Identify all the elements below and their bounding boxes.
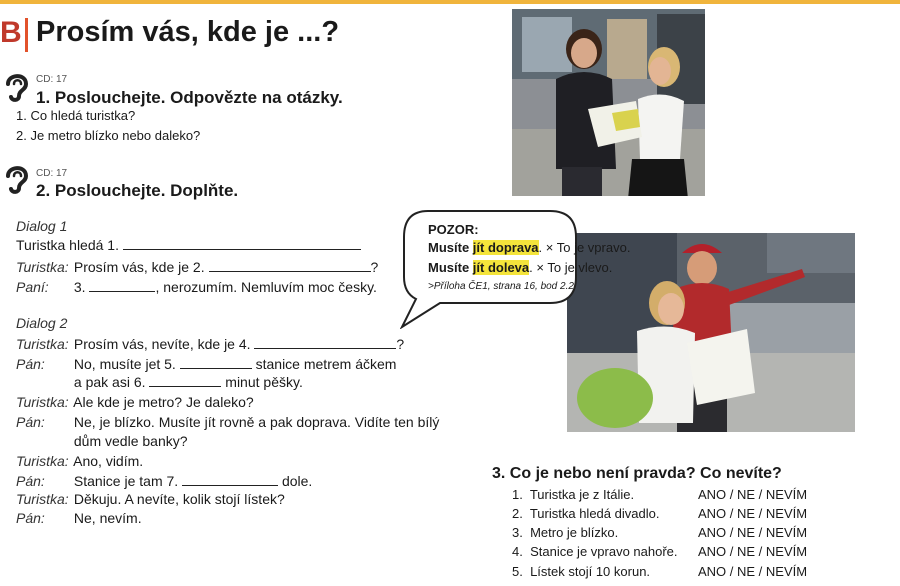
ear-listen-icon: [4, 162, 30, 194]
speaker-label: Turistka:: [16, 259, 69, 275]
exercise1-title: 1. Poslouchejte. Odpovězte na otázky.: [36, 88, 343, 107]
dialog2-line-4: [16, 394, 254, 410]
fill-blank-6[interactable]: [149, 374, 221, 387]
speaker-label: Pán:: [16, 356, 45, 372]
dialog2-line-1: [16, 336, 404, 352]
exercise1-question-2: 2. Je metro blízko nebo daleko?: [16, 128, 201, 143]
exercise1-question-1: 1. Co hledá turistka?: [16, 108, 136, 123]
exercise3-title: 3. Co je nebo není pravda? Co nevíte?: [492, 465, 782, 482]
line-end: stanice metrem áčkem: [255, 356, 397, 372]
item-number: 1.: [512, 487, 523, 502]
pozor-line-1: [428, 240, 630, 255]
item-number: 5.: [512, 564, 523, 579]
dialog1-line-3: [16, 279, 377, 295]
cd-track-label: CD: 17: [36, 168, 68, 179]
line-text: 3.: [73, 279, 86, 295]
dialog2-line-2: [16, 356, 396, 372]
pozor-text: . × To je vlevo.: [529, 260, 613, 275]
dialog1-line-1: [16, 237, 361, 253]
line-end: ?: [396, 336, 405, 352]
pozor-reference: >Příloha ČE1, strana 16, bod 2.2: [428, 281, 574, 292]
line-text: Ne, nevím.: [73, 510, 142, 526]
exercise3-item: [512, 564, 650, 579]
speaker-label: Turistka:: [16, 336, 69, 352]
item-text: Turistka je z Itálie.: [529, 487, 635, 502]
line-end: ?: [370, 259, 379, 275]
exercise3-item: [512, 525, 618, 540]
speaker-label: Pán:: [16, 510, 45, 526]
line-text: dům vedle banky?: [73, 433, 188, 449]
dialog2-line-9: [16, 491, 285, 507]
photo-tourist-asks-woman: [512, 9, 705, 196]
exercise3-item: [512, 487, 634, 502]
item-text: Stanice je vpravo nahoře.: [530, 544, 678, 559]
answer-choice[interactable]: ANO / NE / NEVÍM: [698, 487, 808, 502]
speaker-label: Pán:: [16, 414, 45, 430]
pozor-text: . × To je vpravo.: [538, 240, 631, 255]
speaker-label: Paní:: [16, 279, 49, 295]
pozor-highlight: jít doleva: [472, 260, 530, 275]
pozor-line-2: [428, 260, 612, 275]
line-text: Turistka hledá 1.: [16, 237, 119, 253]
speaker-label: Turistka:: [16, 394, 69, 410]
dialog2-line-3: [16, 374, 303, 390]
dialog2-line-8: [16, 473, 312, 489]
section-letter: B: [0, 16, 22, 49]
line-text: Ale kde je metro? Je daleko?: [73, 394, 254, 410]
top-accent-line: [0, 0, 900, 4]
exercise3-item: [512, 506, 659, 521]
pozor-text: Musíte: [428, 260, 473, 275]
ear-listen-icon: [4, 70, 30, 102]
pozor-highlight: jít doprava: [472, 240, 539, 255]
item-text: Metro je blízko.: [530, 525, 619, 540]
fill-blank-7[interactable]: [182, 473, 278, 486]
line-end: , nerozumím. Nemluvím moc česky.: [155, 279, 377, 295]
item-text: Lístek stojí 10 korun.: [530, 564, 651, 579]
dialog2-line-10: [16, 510, 142, 526]
answer-choice[interactable]: ANO / NE / NEVÍM: [698, 564, 808, 579]
line-text: Ano, vidím.: [73, 453, 144, 469]
dialog2-line-7: [16, 453, 143, 469]
pozor-text: Musíte: [428, 240, 473, 255]
line-text: No, musíte jet 5.: [73, 356, 176, 372]
dialog2-line-6: [16, 433, 188, 449]
line-end: minut pěšky.: [225, 374, 303, 390]
line-text: Prosím vás, nevíte, kde je 4.: [73, 336, 251, 352]
fill-blank-3[interactable]: [89, 279, 155, 292]
item-text: Turistka hledá divadlo.: [529, 506, 660, 521]
item-number: 3.: [512, 525, 523, 540]
line-text: Prosím vás, kde je 2.: [73, 259, 205, 275]
exercise3-item: [512, 544, 678, 559]
speaker-label: Turistka:: [16, 491, 69, 507]
dialog2-line-5: [16, 414, 439, 430]
pozor-title: POZOR:: [428, 222, 479, 237]
speaker-label: Pán:: [16, 473, 45, 489]
answer-choice[interactable]: ANO / NE / NEVÍM: [698, 544, 808, 559]
section-title: Prosím vás, kde je ...?: [36, 16, 340, 48]
dialog1-title: Dialog 1: [16, 218, 68, 234]
exercise2-title: 2. Poslouchejte. Doplňte.: [36, 181, 239, 200]
line-text: Ne, je blízko. Musíte jít rovně a pak doprava. Vidíte ten bílý: [73, 414, 440, 430]
line-text: Stanice je tam 7.: [73, 473, 179, 489]
fill-blank-5[interactable]: [180, 356, 252, 369]
section-divider: [25, 18, 28, 52]
dialog1-line-2: [16, 259, 378, 275]
item-number: 4.: [512, 544, 523, 559]
fill-blank-4[interactable]: [254, 336, 396, 349]
speaker-label: Turistka:: [16, 453, 69, 469]
dialog2-title: Dialog 2: [16, 315, 68, 331]
fill-blank-1[interactable]: [123, 237, 361, 250]
answer-choice[interactable]: ANO / NE / NEVÍM: [698, 525, 808, 540]
line-end: dole.: [281, 473, 313, 489]
line-text: Děkuju. A nevíte, kolik stojí lístek?: [73, 491, 285, 507]
item-number: 2.: [512, 506, 523, 521]
fill-blank-2[interactable]: [209, 259, 371, 272]
line-text: a pak asi 6.: [73, 374, 146, 390]
answer-choice[interactable]: ANO / NE / NEVÍM: [698, 506, 808, 521]
cd-track-label: CD: 17: [36, 74, 68, 85]
